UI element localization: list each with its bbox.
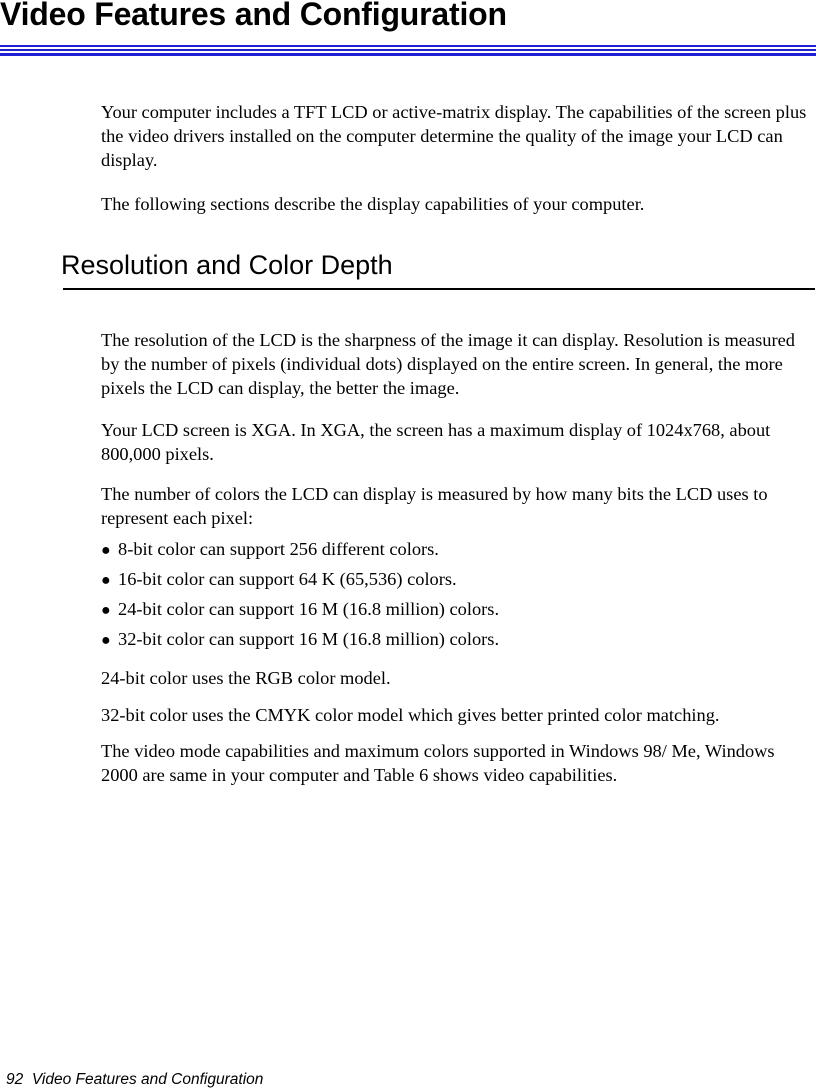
color-depth-list xyxy=(101,537,815,657)
resolution-paragraph: The resolution of the LCD is the sharpness of the image it can display. Resolution is measured by the number of pixels (individual dots) displayed on the entire screen. In general, the more pixels the LCD can display, the better the image. xyxy=(101,330,795,398)
intro-paragraph-1: Your computer includes a TFT LCD or active-matrix display. The capabilities of the screen plus the video drivers installed on the computer determine the quality of the image your LCD can display. xyxy=(101,102,807,170)
xga-paragraph: Your LCD screen is XGA. In XGA, the screen has a maximum display of 1024x768, about 800,000 pixels. xyxy=(101,420,771,464)
rgb-paragraph: 24-bit color uses the RGB color model. xyxy=(101,668,391,688)
section-title: Resolution and Color Depth xyxy=(61,250,393,280)
video-mode-paragraph: The video mode capabilities and maximum colors supported in Windows 98/ Me, Windows 2000 are same in your computer and Table 6 shows video capabilities. xyxy=(101,741,775,785)
list-item-text: 16-bit color can support 64 K (65,536) colors. xyxy=(118,569,457,589)
colors-paragraph: The number of colors the LCD can display is measured by how many bits the LCD uses to represent each pixel: xyxy=(101,484,768,528)
chapter-title: Video Features and Configuration xyxy=(0,0,507,32)
list-item xyxy=(101,567,815,597)
list-item-text: 32-bit color can support 16 M (16.8 million) colors. xyxy=(118,629,500,649)
list-item xyxy=(101,597,815,627)
page-footer xyxy=(6,1071,263,1089)
list-item-text: 8-bit color can support 256 different colors. xyxy=(118,539,439,559)
cmyk-paragraph: 32-bit color uses the CMYK color model which gives better printed color matching. xyxy=(101,705,720,725)
page-number: 92 xyxy=(6,1071,24,1088)
list-item xyxy=(101,537,815,567)
header-rule-middle xyxy=(0,49,816,51)
running-title: Video Features and Configuration xyxy=(31,1071,264,1088)
bullet-icon: ● xyxy=(101,572,111,589)
list-item-text: 24-bit color can support 16 M (16.8 million) colors. xyxy=(118,599,500,619)
list-item xyxy=(101,627,815,657)
bullet-icon: ● xyxy=(101,602,111,619)
bullet-icon: ● xyxy=(101,632,111,649)
header-rule-bottom xyxy=(0,53,816,56)
section-rule xyxy=(63,288,815,290)
intro-paragraph-2: The following sections describe the display capabilities of your computer. xyxy=(101,194,645,214)
header-rule-top xyxy=(0,45,816,47)
bullet-icon: ● xyxy=(101,542,111,559)
